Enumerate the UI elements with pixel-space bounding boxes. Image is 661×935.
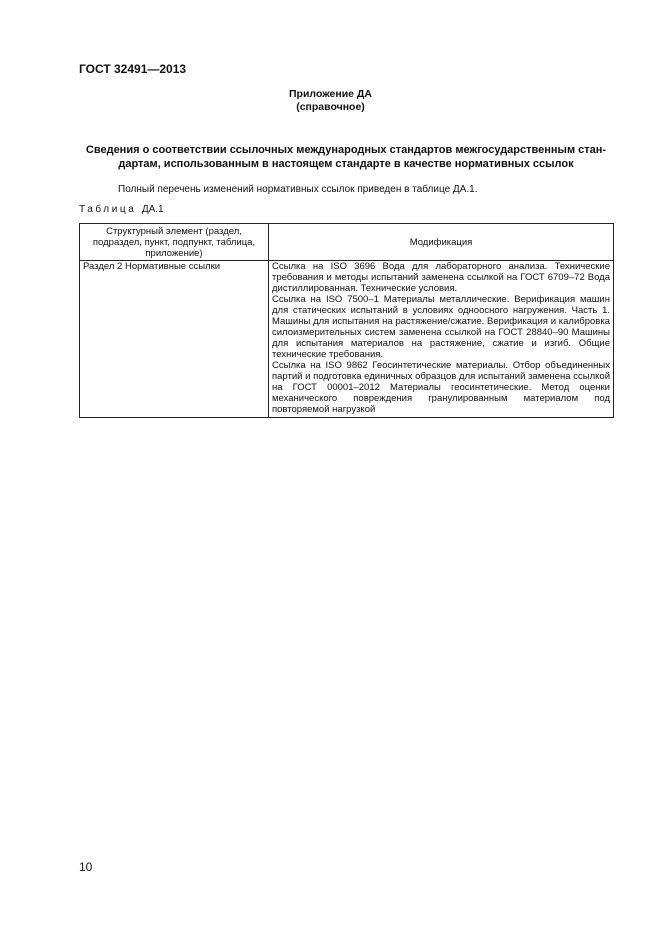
table-caption [79, 204, 164, 215]
annex-kind: (справочное) [296, 101, 365, 113]
modification-paragraph: Ссылка на ISO 9862 Геосинтетические материалы. Отбор объединенных партий и подготовка единичных образцов для испытаний заменена ссылкой на ГОСТ 00001–2012 Материалы геосинтетические. Метод оценки механического повреждения гранулированным материалом под повторяемой нагрузкой [272, 360, 610, 415]
modification-paragraph: Ссылка на ISO 7500–1 Материалы металлические. Верификация машин для статических испытаний в условиях одноосного нагружения. Часть 1. Машины для испытания на растяжение/сжатие. Верификация и калибровка силоизмерительных систем заменена ссылкой на ГОСТ 28840–90 Машины для испытания материалов на растяжение, сжатие и изгиб. Общие технические требования. [272, 294, 610, 360]
table-row [80, 261, 614, 418]
modification-cell [269, 261, 614, 418]
annex-heading [79, 143, 613, 171]
annex-title: Приложение ДА [289, 88, 372, 100]
structural-element-cell: Раздел 2 Нормативные ссылки [80, 261, 269, 418]
annex-heading-line-2: дартам, использованным в настоящем стандарте в качестве нормативных ссылок [118, 158, 574, 170]
references-table [79, 223, 614, 418]
table-caption-word: Таблица [79, 204, 137, 215]
intro-paragraph: Полный перечень изменений нормативных ссылок приведен в таблице ДА.1. [118, 184, 478, 195]
modification-paragraph: Ссылка на ISO 3696 Вода для лабораторного анализа. Технические требования и методы испытаний заменена ссылкой на ГОСТ 6709–72 Вода дистиллированная. Технические условия. [272, 261, 610, 294]
column-header-modification: Модификация [269, 224, 614, 261]
standard-code: ГОСТ 32491—2013 [79, 62, 187, 76]
annex-header [0, 88, 661, 114]
table-caption-number: ДА.1 [141, 204, 164, 215]
column-header-element: Структурный элемент (раздел, подраздел, пункт, подпункт, таблица, приложение) [80, 224, 269, 261]
page-number: 10 [79, 860, 93, 874]
table-header-row [80, 224, 614, 261]
annex-heading-line-1: Сведения о соответствии ссылочных международных стандартов межгосударственным стан- [85, 144, 607, 156]
